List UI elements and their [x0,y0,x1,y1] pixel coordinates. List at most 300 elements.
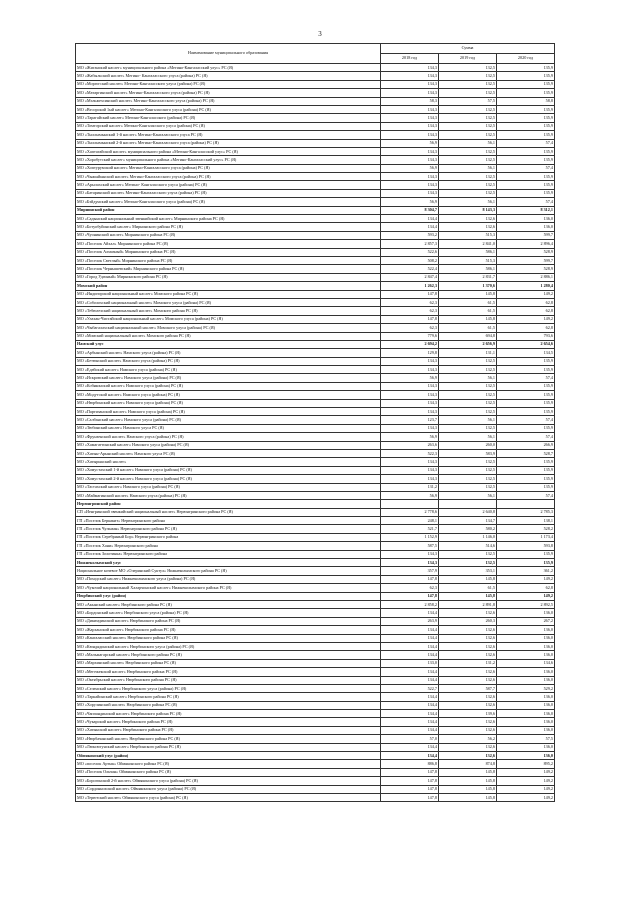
value-2018: 587,5 [381,542,439,550]
value-2018: 134,4 [381,743,439,751]
value-2018: 134,4 [381,223,439,231]
value-2018: 147,8 [381,592,439,600]
value-2018: 134,4 [381,726,439,734]
table-row [76,89,555,97]
table-row [76,408,555,416]
municipality-name: МО «Кангаласский наслег» Нюрбинского района РС (Я) [76,634,381,642]
value-2019: 132,5 [439,408,497,416]
value-2018: 134,4 [381,676,439,684]
value-2019: 132,5 [439,391,497,399]
value-2020: 136,0 [497,701,555,709]
value-2018: 134,4 [381,651,439,659]
value-2018: 134,3 [381,189,439,197]
value-2019: 61,5 [439,324,497,332]
municipality-name: МО «Бордонский наслег» Нюрбинского улуса (района) РС (Я) [76,609,381,617]
value-2019: 132,5 [439,559,497,567]
value-2018: 62,3 [381,584,439,592]
value-2020: 135,9 [497,173,555,181]
value-2018: 1 152,9 [381,533,439,541]
value-2020: 135,9 [497,458,555,466]
municipality-name: МО «Жарханский наслег» Нюрбинского района РС (Я) [76,626,381,634]
value-2020: 135,9 [497,105,555,113]
table-row [76,609,555,617]
table-row [76,198,555,206]
year-header-2020: 2020 год [497,54,555,64]
value-2020: 135,9 [497,122,555,130]
table-row [76,105,555,113]
value-2019: 2 891,8 [439,601,497,609]
value-2019: 132,5 [439,173,497,181]
municipality-name: МО «Хоробутский наслег» муниципального района «Мегино-Кангаласский улус» РС (Я) [76,156,381,164]
value-2018: 62,3 [381,324,439,332]
table-row [76,189,555,197]
value-2019: 61,5 [439,307,497,315]
value-2018: 58,3 [381,97,439,105]
table-row [76,240,555,248]
value-2018: 134,3 [381,475,439,483]
value-2020: 135,9 [497,424,555,432]
municipality-name: МО «Походский наслег» Нижнеколымского улуса (района) РС (Я) [76,575,381,583]
value-2020: 136,0 [497,726,555,734]
municipality-name: МО «Батаринский наслег» Мегино-Кангаласского улуса (района) РС (Я) [76,189,381,197]
municipality-name: МО «Момский национальный наслег» Момского района РС (Я) [76,332,381,340]
value-2018: 134,3 [381,357,439,365]
value-2020: 135,9 [497,89,555,97]
municipality-name: МО «Модутский наслег» Намского улуса (района) РС (Я) [76,391,381,399]
value-2019: 132,5 [439,189,497,197]
municipality-name: МО «Индигирский национальный наслег» Момского района РС (Я) [76,290,381,298]
value-2019: 56,1 [439,139,497,147]
municipality-name: МО «Чыбагалахский национальный наслег» Момского улуса (района) РС (Я) [76,324,381,332]
value-2018: 147,8 [381,793,439,801]
municipality-name: МО «Кюндядинский наслег» Нюрбинского улуса (района) РС (Я) [76,642,381,650]
value-2020: 1 173,4 [497,533,555,541]
value-2019: 132,5 [439,72,497,80]
value-2019: 1 146,0 [439,533,497,541]
value-2018: 2 857,3 [381,240,439,248]
table-row [76,508,555,516]
value-2018: 134,4 [381,710,439,718]
value-2019: 580,2 [439,525,497,533]
table-row [76,533,555,541]
municipality-name: МО «Мегежекский наслег» Нюрбинского района РС (Я) [76,668,381,676]
value-2020: 134,6 [497,659,555,667]
year-header-2019: 2019 год [439,54,497,64]
table-row [76,441,555,449]
municipality-name: МО «Поселок Чернышевский» Мирнинского района РС (Я) [76,265,381,273]
value-2020: 57,4 [497,164,555,172]
value-2020: 136,0 [497,676,555,684]
value-2019 [439,500,497,508]
municipality-name: МО «Нюрбинский наслег» Намского улуса (района) РС (Я) [76,399,381,407]
value-2019: 2 656,9 [439,340,497,348]
table-row [76,785,555,793]
table-row [76,550,555,558]
value-2018: 134,3 [381,181,439,189]
table-row [76,525,555,533]
value-2020: 135,9 [497,72,555,80]
value-2019: 132,5 [439,382,497,390]
value-2019: 61,5 [439,584,497,592]
municipality-name: МО «Моргогский наслег» Мегино-Кангаласского улуса (района) РС (Я) [76,80,381,88]
value-2020: 135,9 [497,382,555,390]
table-row [76,567,555,575]
table-row [76,156,555,164]
value-2018 [381,500,439,508]
value-2018: 522,4 [381,265,439,273]
table-row [76,718,555,726]
municipality-name: МО «Чуонинский наслег» Мирнинского района РС (Я) [76,231,381,239]
value-2019: 56,1 [439,416,497,424]
table-row [76,475,555,483]
municipality-name: МО «Поселок Ольчан» Оймяконского района РС (Я) [76,768,381,776]
value-2019: 132,6 [439,668,497,676]
value-2018: 147,8 [381,575,439,583]
group-row [76,559,555,567]
value-2019: 132,5 [439,89,497,97]
value-2018: 134,3 [381,458,439,466]
value-2018: 134,3 [381,550,439,558]
value-2019: 131,1 [439,349,497,357]
value-2019: 260,0 [439,441,497,449]
municipality-name: МО «Тарагайский наслег» Мегино-Кангаласского (района) РС (Я) [76,114,381,122]
value-2019: 132,5 [439,357,497,365]
value-2019: 132,5 [439,147,497,155]
value-2020: 2 896,4 [497,240,555,248]
value-2018: 131,2 [381,483,439,491]
group-row [76,340,555,348]
value-2018: 1 262,3 [381,282,439,290]
table-row [76,466,555,474]
municipality-name: МО «Арылахский наслег» Мегино- Кангаласского улуса (района) РС (Я) [76,181,381,189]
value-2020: 135,9 [497,399,555,407]
value-2020: 149,2 [497,785,555,793]
value-2020: 57,4 [497,139,555,147]
value-2019: 2 831,7 [439,273,497,281]
table-row [76,693,555,701]
table-row [76,349,555,357]
municipality-name: МО «Бэйдунский наслег» Мегино-Кангаласского улуса (района) РС (Я) [76,198,381,206]
value-2018: 522,7 [381,684,439,692]
table-row [76,768,555,776]
value-2018: 56,9 [381,433,439,441]
value-2019: 132,5 [439,64,497,72]
municipality-name: МО «Тастахский наслег» Намского улуса (района) РС (Я) [76,483,381,491]
table-row [76,256,555,264]
municipality-name: МО «Хоптурумский наслег» Мегино-Кангаласского улуса (района) РС (Я) [76,164,381,172]
value-2020: 57,4 [497,491,555,499]
table-row [76,458,555,466]
value-2020: 136,0 [497,752,555,760]
table-row [76,726,555,734]
municipality-name: МО «Хаптагайский наслег» муниципального района «Мегино-Кангаласский улус» РС (Я) [76,147,381,155]
value-2018: 2 847,4 [381,273,439,281]
value-2020: 135,9 [497,357,555,365]
municipality-name: МО «Фрунзенский наслег» Намского улуса (района) РС (Я) [76,433,381,441]
value-2019: 145,8 [439,315,497,323]
value-2018: 134,3 [381,72,439,80]
municipality-name: МО «Тыллымынский 1-й наслег» Мегино-Кангаласского улуса РС (Я) [76,131,381,139]
table-row [76,735,555,743]
value-2020: 2 785,3 [497,508,555,516]
group-row [76,500,555,508]
value-2019: 56,1 [439,164,497,172]
value-2019: 145,8 [439,777,497,785]
value-2018: 522,6 [381,248,439,256]
municipality-name: Нижнеколымский улус [76,559,381,567]
table-row [76,710,555,718]
value-2019: 132,6 [439,701,497,709]
value-2018: 134,3 [381,366,439,374]
value-2019: 132,5 [439,424,497,432]
municipality-name: Оймяконский улус (район) [76,752,381,760]
value-2020: 135,9 [497,147,555,155]
value-2020: 136,0 [497,743,555,751]
municipality-name: МО «Жабыльский наслег» Мегино- Кангаласского улуса (района) РС (Я) [76,72,381,80]
table-row [76,357,555,365]
municipality-name: МО «Чаппандинский наслег» Нюрбинского района РС (Я) [76,710,381,718]
value-2019: 353,1 [439,567,497,575]
municipality-name: ГП «Поселок Серебряный Бор» Нерюнгринского района [76,533,381,541]
table-row [76,760,555,768]
value-2019: 131,2 [439,659,497,667]
value-2020: 57,4 [497,198,555,206]
table-row [76,424,555,432]
table-row [76,416,555,424]
municipality-name: Нюрбинский улус (район) [76,592,381,600]
table-row [76,701,555,709]
value-2018: 134,4 [381,215,439,223]
group-row [76,752,555,760]
municipality-name: МО «Борогонский 2-й наслег» Оймяконского улуса (района) РС (Я) [76,777,381,785]
value-2018: 134,4 [381,693,439,701]
table-row [76,265,555,273]
municipality-name: МО «Город Удачный» Мирнинского района РС (Я) [76,273,381,281]
municipality-name: МО «Хатырыкский наслег» [76,458,381,466]
value-2018: 8 304,7 [381,206,439,214]
municipality-name: МО «Улахан-Чистайский национальный наслег» Момского улуса (района) РС (Я) [76,315,381,323]
municipality-name: МО «Хорулинский наслег» Нюрбинского района РС (Я) [76,701,381,709]
value-2019: 132,6 [439,693,497,701]
table-row [76,324,555,332]
value-2018: 147,8 [381,785,439,793]
table-row [76,391,555,399]
value-2018: 134,3 [381,466,439,474]
table-row [76,601,555,609]
value-2019: 515,3 [439,256,497,264]
value-2020: 361,2 [497,567,555,575]
value-2020: 57,4 [497,374,555,382]
value-2018: 134,3 [381,131,439,139]
value-2019: 514,6 [439,542,497,550]
value-2018: 123,7 [381,416,439,424]
value-2020: 62,8 [497,298,555,306]
municipality-name: МО «Мэльжехсинский наслег» Мегино-Кангаласского улуса (района) РС (Я) [76,97,381,105]
municipality-name: Намский улус [76,340,381,348]
value-2020: 136,0 [497,718,555,726]
group-row [76,592,555,600]
value-2018: 134,4 [381,718,439,726]
table-row [76,517,555,525]
value-2020: 2 892,5 [497,601,555,609]
municipality-name: МО «Люксюгунский наслег» Нюрбинского района РС (Я) [76,743,381,751]
value-2018: 56,9 [381,374,439,382]
municipality-name: МО «Хатын-Арынский наслег» Намского улуса РС (Я) [76,449,381,457]
value-2019: 586,1 [439,265,497,273]
municipality-name: МО «Чыжыйынский наслег» Мегино-Кангаласского улуса (района) РС (Я) [76,173,381,181]
value-2019: 145,8 [439,768,497,776]
value-2020: 135,9 [497,483,555,491]
value-2020: 62,8 [497,584,555,592]
municipality-name: ГП «Поселок Беркакит» Нерюнгринского района [76,517,381,525]
value-2018: 133,0 [381,659,439,667]
value-2018: 147,8 [381,768,439,776]
table-row [76,315,555,323]
value-2018: 62,3 [381,298,439,306]
value-2020: 528,9 [497,248,555,256]
value-2020: 266,9 [497,441,555,449]
value-2018: 2 778,6 [381,508,439,516]
table-row [76,114,555,122]
value-2020: 135,9 [497,466,555,474]
value-2020: 599,7 [497,256,555,264]
table-row [76,290,555,298]
municipality-name: МО «Терютский наслег» Оймяконского улуса (района) РС (Я) [76,793,381,801]
value-2018: 62,3 [381,307,439,315]
value-2019: 132,6 [439,642,497,650]
value-2019: 132,5 [439,122,497,130]
municipality-name: МО «Хамагаттинский наслег» Намского улуса (района) РС (Я) [76,441,381,449]
municipality-name: МО «Поселок Айхал» Мирнинского района РС (Я) [76,240,381,248]
value-2018: 521,7 [381,525,439,533]
value-2020: 136,0 [497,626,555,634]
municipality-name: МО «Акынский наслег» Нюрбинского района РС (Я) [76,601,381,609]
municipality-name: МО «Матаргинский наслег» Мегино-Кангаласского улуса (района) РС (Я) [76,89,381,97]
group-row [76,282,555,290]
table-row [76,64,555,72]
value-2020: 8 312,1 [497,206,555,214]
group-row [76,206,555,214]
value-2020: 135,9 [497,366,555,374]
table-row [76,231,555,239]
municipality-name: МО «Арбынский наслег» Намского улуса (района) РС (Я) [76,349,381,357]
table-row [76,366,555,374]
value-2019: 139,6 [439,710,497,718]
name-column-header: Наименование муниципального образования [76,44,381,64]
value-2019: 132,5 [439,105,497,113]
value-2019: 586,1 [439,248,497,256]
municipality-name: МО «Тюбинский наслег» Намского улуса РС (Я) [76,424,381,432]
value-2018: 522,3 [381,449,439,457]
municipality-name: ГП «Поселок Чульман» Нерюнгринского района РС (Я) [76,525,381,533]
table-row [76,131,555,139]
value-2020: 149,2 [497,290,555,298]
value-2020: 135,9 [497,80,555,88]
value-2020: 136,0 [497,215,555,223]
municipality-name: СП «Иенгринский эвенкийский национальный наслег» Нерюнгринского района РС (Я) [76,508,381,516]
value-2018: 508,2 [381,256,439,264]
table-row [76,617,555,625]
municipality-name: МО «Хомустахский 1-й наслег» Намского улуса (района) РС (Я) [76,466,381,474]
value-2020: 135,9 [497,114,555,122]
table-row [76,433,555,441]
table-row [76,777,555,785]
value-2019: 515,3 [439,231,497,239]
value-2020: 57,4 [497,433,555,441]
value-2020: 593,8 [497,542,555,550]
value-2018: 56,9 [381,139,439,147]
value-2020: 138,1 [497,517,555,525]
municipality-name: МО «Чукочий национальный Халарчинский наслег» Нижнеколымского района РС (Я) [76,584,381,592]
table-row [76,374,555,382]
value-2019: 145,8 [439,793,497,801]
value-2020: 57,5 [497,735,555,743]
table-row [76,399,555,407]
value-2018: 134,3 [381,173,439,181]
table-row [76,542,555,550]
table-row [76,659,555,667]
value-2019: 132,5 [439,156,497,164]
table-row [76,181,555,189]
value-2019: 132,5 [439,483,497,491]
value-2019: 145,8 [439,785,497,793]
value-2019: 132,5 [439,181,497,189]
value-2019: 874,8 [439,760,497,768]
value-2019: 56,1 [439,374,497,382]
table-row [76,298,555,306]
table-row [76,449,555,457]
value-2018: 886,8 [381,760,439,768]
value-2019: 132,6 [439,752,497,760]
value-2019: 2 640,8 [439,508,497,516]
table-row [76,626,555,634]
value-2018: 134,4 [381,752,439,760]
table-row [76,80,555,88]
value-2019: 132,6 [439,743,497,751]
value-2020: 2 654,6 [497,340,555,348]
value-2018: 147,8 [381,315,439,323]
value-2020: 135,9 [497,475,555,483]
municipality-name: Нерюнгринский район [76,500,381,508]
value-2019: 56,1 [439,433,497,441]
municipality-name: МО «Селенский наслег» Нюрбинского улуса (района) РС (Я) [76,684,381,692]
value-2020: 136,0 [497,693,555,701]
municipality-name: МО «Салбанский наслег» Намского улуса (района) РС (Я) [76,416,381,424]
value-2018: 134,3 [381,122,439,130]
value-2020: 895,2 [497,760,555,768]
value-2020: 528,7 [497,449,555,457]
value-2020: 149,2 [497,768,555,776]
municipality-name: МО «Таркайинский наслег» Нюрбинского района РС (Я) [76,693,381,701]
value-2020: 528,2 [497,525,555,533]
table-row [76,642,555,650]
municipality-name: МО «Нюрбачанский наслег» Нюрбинского района РС (Я) [76,735,381,743]
value-2018: 129,8 [381,349,439,357]
value-2018: 263,9 [381,617,439,625]
value-2018: 134,3 [381,105,439,113]
value-2018: 134,4 [381,668,439,676]
municipality-name: МО «Бетюнский наслег» Намского улуса (района) РС (Я) [76,357,381,365]
municipality-name: МО «Томторский наслег» Мегино-Кангаласского улуса (района) РС (Я) [76,122,381,130]
value-2020: 136,0 [497,651,555,659]
value-2018: 134,4 [381,634,439,642]
table-row [76,173,555,181]
value-2019: 587,7 [439,684,497,692]
value-2020: 135,9 [497,391,555,399]
value-2018: 248,1 [381,517,439,525]
table-row [76,72,555,80]
value-2020: 134,5 [497,349,555,357]
